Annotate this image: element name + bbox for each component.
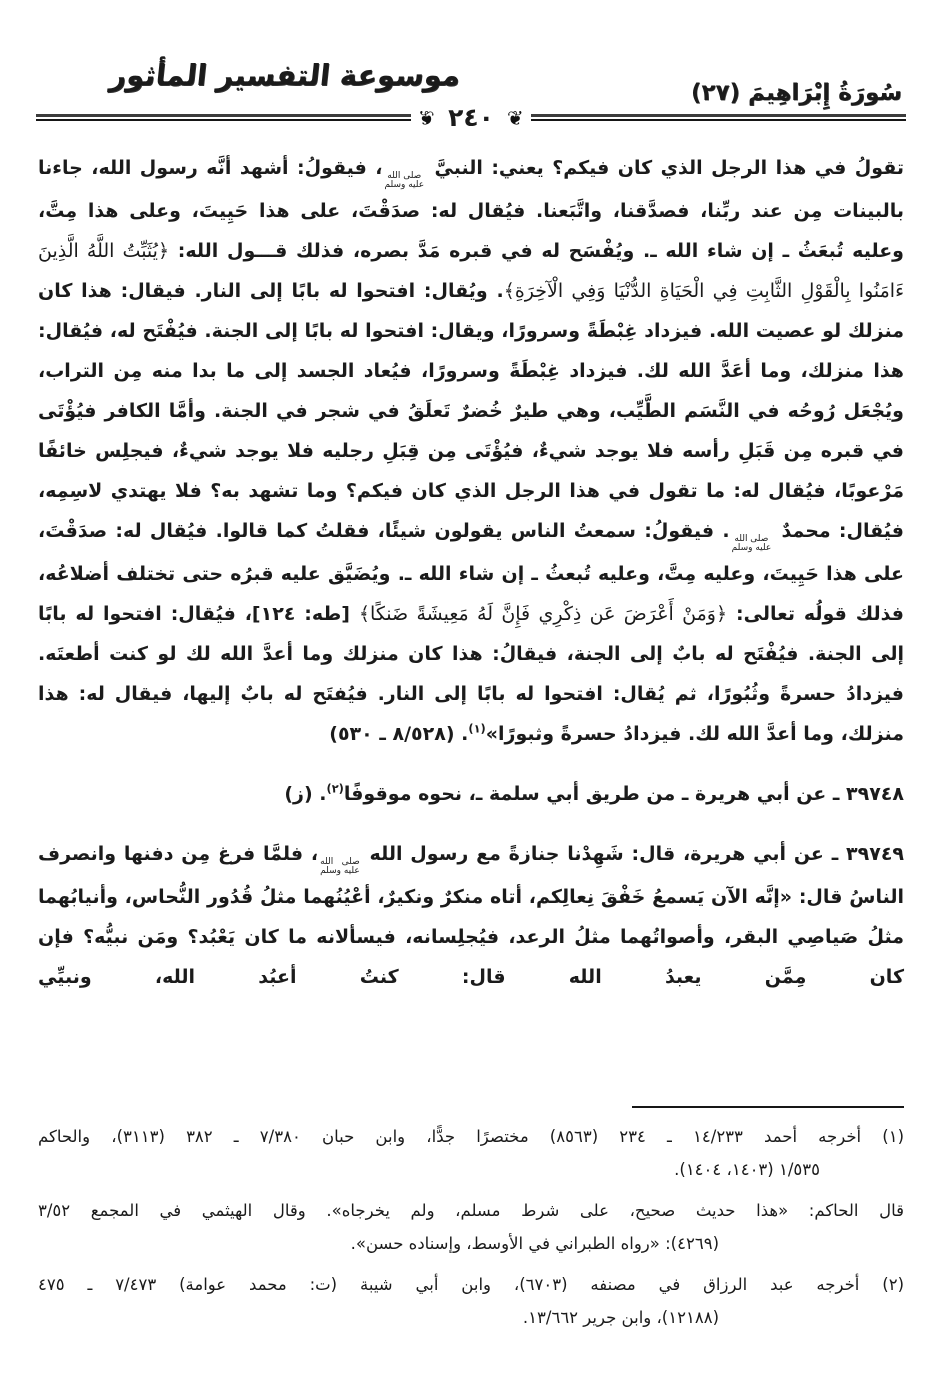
footnote-1-line-1: (١) أخرجه أحمد ١٤/٢٣٣ ـ ٢٣٤ (٨٥٦٣) مختصرًا جدًّا، وابن حبان ٧/٣٨٠ ـ ٣٨٢ (٣١١٣)، والحاكم [38, 1127, 905, 1146]
header-rule-right [531, 114, 906, 121]
body-text: ، فيُقال: افتحوا له بابًا إلى الجنة. فيُفْتَح له بابٌ إلى الجنة، فيقالُ: هذا كان منزلك وما أعدَّ الله لك لو كنت أطعتَه. فيزدادُ حسرةً وثُبُورًا، ثم يُقال: افتحوا له بابًا إلى النار. فيُفتَح له بابٌ إليها، فيقال له: هذا منزلك، وما أعدَّ الله لك. فيزدادُ حسرةً وثبورًا» [38, 602, 904, 745]
page-number: ٢٤٠ [448, 103, 494, 132]
saw-honorific-symbol: صلى الله عليه وسلم [731, 533, 772, 554]
footnote-2-line-1: (٢) أخرجه عبد الرزاق في مصنفه (٦٧٠٣)، وابن أبي شيبة (ت: محمد عوامة) ٧/٤٧٣ ـ ٤٧٥ [38, 1275, 904, 1294]
source-siglum: . (ز) [284, 782, 327, 805]
fleuron-icon: ❦ [418, 105, 436, 130]
hadith-number: ٣٩٧٤٩ [846, 842, 905, 865]
hadith-paragraph-continuation [38, 148, 904, 754]
saw-honorific-symbol: صلى الله عليه وسلم [384, 171, 425, 191]
body-text: تقولُ في هذا الرجل الذي كان فيكم؟ يعني: النبيَّ [426, 157, 904, 179]
header-rule-left [36, 114, 411, 121]
hadith-number: ٣٩٧٤٨ [846, 782, 904, 805]
body-text: . فيقولُ: سمعتُ الناس يقولون شيئًا، فقلتُ كما قالوا. فيُقال له: صدَقْتَ، على هذا حَيِيتَ، وعليه مِتَّ، وعليه تُبعثُ ـ إن شاء الله ـ. ويُضَيَّق عليه قبرُه حتى تختلف أضلاعُه، فذلك قولُه تعالى: [38, 519, 904, 625]
footnote-separator [632, 1106, 904, 1108]
quran-verse-ibrahim-27: ﴿يُثَبِّتُ اللَّهُ الَّذِينَ ءَامَنُوا بِالْقَوْلِ الثَّابِتِ فِي الْحَيَاةِ الدُّنْيَا وَفِي الْآخِرَةِ﴾ [38, 239, 905, 302]
footnote-1-comment-line-1: قال الحاكم: «هذا حديث صحيح، على شرط مسلم، ولم يخرجاه». وقال الهيثمي في المجمع ٣/٥٢ [38, 1201, 904, 1220]
footnote-ref-1: (١) [468, 721, 486, 736]
footnotes-section [38, 1106, 904, 1334]
body-text: ، فلمَّا فرغ مِن دفنها وانصرف الناسُ قال: «إنَّه الآن يَسمعُ خَفْقَ نِعالِكم، أتاه منكرٌ ونكيرٌ، أعْيُنُهما مثلُ قُدُور النُّحاس، وأنيابُهما مثلُ صَياصِي البقر، وأصواتُهما مثلُ الرعد، فيُجلِسانه، فيسألانه ما كان يَعْبُد؟ ومَن نبيُّه؟ فإن كان مِمَّن يعبدُ الله قال: كنتُ أعبُد الله، ونبيِّي [38, 842, 904, 988]
footnote-1-comment-line-2: (٤٢٦٩): «رواه الطبراني في الأوسط، وإسناده حسن». [350, 1234, 719, 1253]
surah-title: سُورَةُ إِبْرَاهِيمَ (٢٧) [690, 80, 902, 106]
body-text: ، فيقولُ: أشهد أنَّه رسول الله، جاءنا بالبينات مِن عند ربِّنا، فصدَّقنا، واتَّبَعنا. فيُقال له: صدَقْتَ، على هذا حَيِيتَ، وعلى هذا مِتَّ، وعليه تُبعَثُ ـ إن شاء الله ـ. ويُفْسَح له في قبره مَدَّ بصره، فذلك قـــول الله: [38, 157, 904, 262]
saw-honorific-symbol: صلى الله عليه وسلم [320, 856, 360, 877]
body-text: ـ عن أبي هريرة ـ من طريق أبي سلمة ـ، نحوه موقوفًا [343, 782, 847, 805]
footnote-2-line-2: (١٢١٨٨)، وابن جرير ١٣/٦٦٢. [522, 1308, 719, 1327]
footnote-ref-2: (٢) [326, 781, 344, 796]
hadith-paragraph-39748 [38, 774, 904, 814]
verse-citation: [طه: ١٢٤] [251, 602, 359, 625]
quran-verse-taha-124: ﴿وَمَنْ أَعْرَضَ عَن ذِكْرِي فَإِنَّ لَهُ مَعِيشَةً ضَنكًا﴾ [358, 602, 728, 625]
series-logo-calligraphy: موسوعة التفسير المأثور [108, 58, 463, 92]
page-body [38, 148, 904, 997]
header-rule [36, 105, 906, 130]
footnote-1-line-2: ١/٥٣٥ (١٤٠٣، ١٤٠٤). [674, 1160, 820, 1179]
fleuron-icon: ❦ [506, 105, 524, 130]
body-text: ـ عن أبي هريرة، قال: شَهِدْنا جنازةً مع رسول الله [361, 842, 847, 865]
page-header [0, 0, 942, 146]
volume-page-ref: . (٨/٥٢٨ ـ ٥٣٠) [329, 722, 469, 745]
hadith-paragraph-39749 [38, 834, 904, 997]
body-text: . ويُقال: افتحوا له بابًا إلى النار. فيقال: هذا كان منزلك لو عصيت الله. فيزداد غِبْطَةً وسرورًا، ويقال: افتحوا له بابًا إلى الجنة. فيُفْتَح له، فيُقال: هذا منزلك، وما أعَدَّ الله لك. فيزداد غِبْطَةً وسرورًا، فيُعاد الجسد إلى ما بدا منه مِن التراب، ويُجْعَل رُوحُه في النَّسَم الطَّيِّب، وهي طيرٌ خُضرٌ تَعلَقُ في شجر في الجنة. وأمَّا الكافر فيُؤْتَى في قبره مِن قَبَلِ رأسه فلا يوجد شيءٌ، فيُؤْتَى مِن قِبَلِ رجليه فلا يوجد شيءٌ، فيجلِس خائفًا مَرْعوبًا، فيُقال له: ما تقول في هذا الرجل الذي كان فيكم؟ وما تشهد به؟ فلا يهتدي لاسِمِه، فيُقال: محمدٌ [38, 279, 904, 542]
